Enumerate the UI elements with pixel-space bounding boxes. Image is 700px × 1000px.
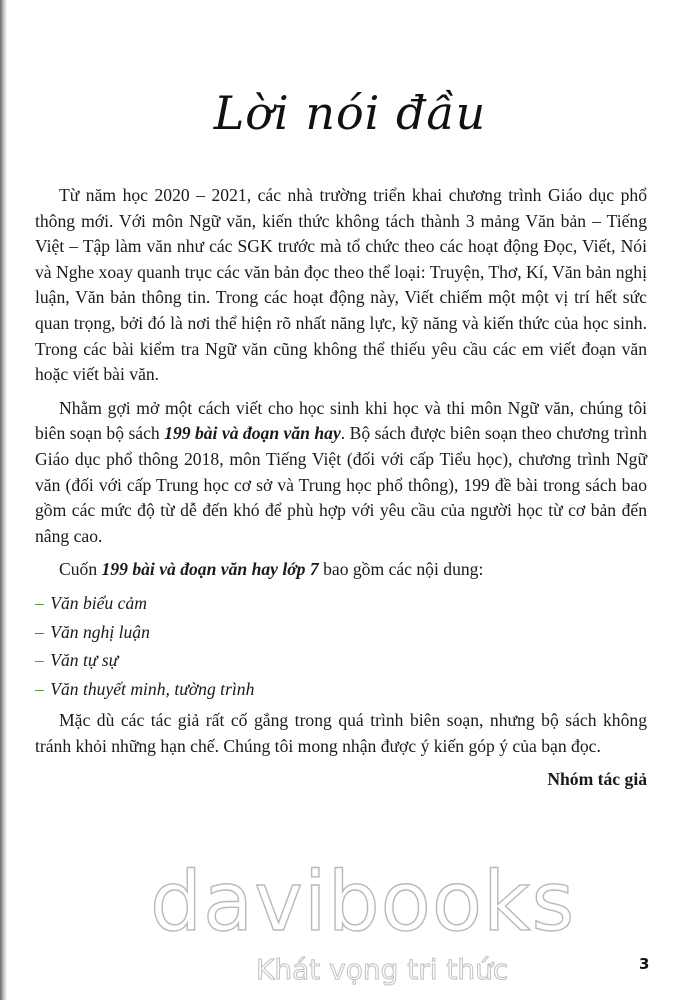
list-dash: – <box>35 678 44 699</box>
body-text <box>35 183 647 793</box>
paragraph-purpose <box>35 396 647 550</box>
list-dash: – <box>35 621 44 642</box>
list-item-text: Văn tự sự <box>50 650 119 671</box>
paragraph-contents-text-1: Cuốn <box>59 559 102 580</box>
page-edge-shadow <box>0 0 7 1000</box>
watermark-tagline: Khát vọng tri thức <box>256 953 509 986</box>
list-item-text: Văn biểu cảm <box>50 592 147 613</box>
list-item <box>35 677 647 703</box>
paragraph-purpose-text-1: Nhằm gợi mở một cách viết cho học sinh khi học và thi môn Ngữ văn, chúng tôi biên soạn bộ sách <box>35 397 647 444</box>
watermark-brand: davibooks <box>150 855 576 950</box>
paragraph-intro: Từ năm học 2020 – 2021, các nhà trường triển khai chương trình Giáo dục phổ thông mới. Với môn Ngữ văn, kiến thức không tách thành 3 mảng Văn bản – Tiếng Việt – Tập làm văn như các SGK trước mà tổ chức theo các hoạt động Đọc, Viết, Nói và Nghe xoay quanh trục các văn bản đọc theo thể loại: Truyện, Thơ, Kí, Văn bản nghị luận, Văn bản thông tin. Trong các hoạt động này, Viết chiếm một một vị trí hết sức quan trọng, bởi đó là nơi thể hiện rõ nhất năng lực, kỹ năng và kiến thức của học sinh. Trong các bài kiểm tra Ngữ văn cũng không thể thiếu yêu cầu các em viết đoạn văn hoặc viết bài văn. <box>35 185 647 385</box>
paragraph-purpose-text-2: . Bộ sách được biên soạn theo chương trình Giáo dục phổ thông 2018, môn Tiếng Việt (đối với cấp Tiểu học), chương trình Ngữ văn (đối với cấp Trung học cơ sở và Trung học phổ thông), 199 đề bài trong sách bao gồm các mức độ từ dễ đến khó để phù hợp với yêu cầu của người học từ cơ bản đến nâng cao. <box>35 423 647 546</box>
list-dash: – <box>35 592 44 613</box>
author-signature: Nhóm tác giả <box>547 769 647 790</box>
list-item <box>35 648 647 674</box>
book-series-title: 199 bài và đoạn văn hay <box>164 423 341 444</box>
page-number: 3 <box>639 955 650 973</box>
page-title: Lời nói đầu <box>213 86 487 140</box>
paragraph-contents-text-2: bao gồm các nội dung: <box>318 559 484 580</box>
list-item-text: Văn nghị luận <box>50 621 150 642</box>
list-item <box>35 620 647 646</box>
list-dash: – <box>35 650 44 671</box>
list-item-text: Văn thuyết minh, tường trình <box>50 678 255 699</box>
contents-list <box>35 591 647 702</box>
paragraph-closing: Mặc dù các tác giả rất cố gắng trong quá trình biên soạn, nhưng bộ sách không tránh khỏi những hạn chế. Chúng tôi mong nhận được ý kiến góp ý của bạn đọc. <box>35 710 647 756</box>
list-item <box>35 591 647 617</box>
book-title: 199 bài và đoạn văn hay lớp 7 <box>101 559 319 580</box>
paragraph-contents-intro <box>35 557 647 583</box>
